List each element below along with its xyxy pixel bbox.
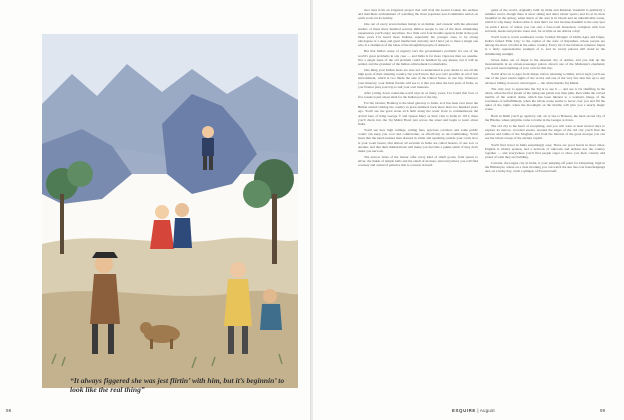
article-paragraph: The narrow lanes of the bazaar offer every kind of small goods, from spices to silver, the tinkle of temple bells and the smell of incense; and everywhere you will find courtesy and a kind of patience that is a lesson in itself. <box>358 155 478 168</box>
article-paragraph: shot rises from an irrigation project that will rival the Grand Coulee; the endless and matchless enchantment of watching the most populous non-Communist nation on earth work out its destiny. <box>358 8 478 21</box>
article-paragraph: You'll drive on to Agra from Jaipur, before returning to Delhi, and at Agra you'll see one of the great tourist sights of the world, and one of the very few that live up to any advance billing, however extravagant — the white marble Taj Mahal. <box>485 72 605 85</box>
right-page-number: 99 <box>600 408 606 413</box>
right-page-footer <box>452 408 495 413</box>
left-page <box>0 0 311 420</box>
article-paragraph: Calcutta, the largest city in India, is your jumping-off point for Darjeeling, high in the Himalayas, where on a clear morning you can watch the sun rise over Kanchenjunga and, on a lucky day, catch a glimpse of Everest itself. <box>485 161 605 174</box>
left-page-footer <box>6 408 11 413</box>
article-paragraph: For the traveler, Bombay is the ideal gateway to India, as it has been ever since the British started visiting the country in great numbers back more than two hundred years ago. You'll see the great stone arch built along the water front to commemorate the arrival here of King George V and Queen Mary as their visit to India in 1911; there you'll check into the Taj Mahal Hotel just across the street and begin to learn about India. <box>358 101 478 126</box>
article-paragraph: Back in Delhi you'll go again by rail, air or bus to Banaras, the most sacred city of the Hindus, where pilgrims come to bathe in the Ganges at dawn. <box>485 113 605 122</box>
left-page-number: 98 <box>6 408 12 413</box>
article-paragraph: The old city is the heart of everything, and you will want at least several days to explore its narrow, crowded streets. Around the edges of the old city you'll find the palaces and tombs of the Moghuls, and from the minaret of the great mosque you can see the whole sweep of the ancient capital. <box>485 123 605 141</box>
article-paragraph: One out of every seven human beings is an Indian, and consent with the educated leaders of these three hundred seventy million people is one of the most stimulating experiences you'll enjoy anywhere. In a little over four months spent in India in the past three years I've heard more Indians, especially the younger ones, to be strong ideologues of a deep and great intellectual curiosity and I have yet to meet a single one who is a champion of the ideas of the thoughtful people of America. <box>358 22 478 48</box>
article-column-one <box>358 8 478 410</box>
illustration-artwork <box>42 34 298 388</box>
illustration-caption: “It always figgered she was jest flirtin’ with him, but it’s beginnin’ to look like the real thing” <box>70 376 285 394</box>
article-paragraph: After jotting down round-the-world trips in as many years, I've found that four or five weeks is just about ideal for the Indian part of the trip. <box>358 90 478 99</box>
magazine-name: ESQUIRE <box>452 408 476 413</box>
cartoon-illustration <box>42 34 298 388</box>
issue-month: August <box>479 408 495 413</box>
article-paragraph: Seven miles out of Jaipur is the deserted city of Amber, and you ride up the mountainside in an eleven-passenger palace aboard one of the Maharaja's elephants; you won't need anything of your own for this trip. <box>485 57 605 71</box>
footer-separator: | <box>477 408 480 413</box>
article-paragraph: The only way to appreciate the Taj is to see it — and see it via shuffling in the dawn, when the first gleam of the rising sun paints red, then pink, then white the carved marble of the central dome, which has been likened to a woman's image of the loveliness of unfulfillment, when the whole scene seems to hover over you and fill the quiet of the night, when the moonlight on the marble will give you a nearly magic scene. <box>485 86 605 112</box>
article-paragraph: You'll want to travel southward on the 'Golden Triangle' of Delhi, Agra and Jaipur, India's famed 'Pink City,' is the capital of the state of Rajasthan, whose people are among the most colorful in the entire country. Every bit of the fabulous romance Jaipur is a fairly representative example of it, and its lovely palaces still stand in the shimmering sunlight. <box>485 34 605 56</box>
article-paragraph: gems of the world, originally built by India and Pakistan. Kashmir is primarily a summer resort, though there is snow skiing and other winter sports; and it's at its most beautiful in the spring, when much of the area is in bloom and an unbelievable scene, which is why many visitors miss it. And that's too bad because Kashmir is the only spot on earth I know of where you can rent a four-room houseboat, complete with four servants, meals and private water taxi, for as little as ten dollars a day! <box>485 8 605 33</box>
article-paragraph: You'll find travel in India surprisingly easy. There are good hotels in most cities, English is widely spoken, and a network of railroads and airlines ties the country together — and everywhere you'll find people eager to show you their country and proud of what they are building. <box>485 142 605 159</box>
article-paragraph: You'll see how high ceilings, ceiling fans, spacious corridors and some public rooms can keep you cool and comfortable, as effectively as air-conditioning. You'll learn that the hand-loomed man dressed in white and squatting outside your room door is your room bearer, that almost all servants in India are called bearers of one sort or another, and that their ministrations will make you feel like a pukka sahib, if they don't make you nervous. <box>358 128 478 153</box>
article-paragraph: One thing your Indian hosts are sure not to understand is your desire to see all the high spots of their amazing country, but you'll know that you can't possibly do all of this subcontinent, which is two thirds the size of the United States, in one trip. Whatever your itinerary, your Indian friends will see to it that you miss the best parts of India, so you'd better plan your trip to suit your own interests. <box>358 68 478 89</box>
article-column-two <box>485 8 605 410</box>
article-paragraph: But that India's sense of urgency isn't the government's problem: it's one of the world's great problems in any case — and India is far more vigorous than we assume. Not a single issue of the old problem could be handled by any means, but it will be settled, and the grandeur of the Indian achievement is remarkable. <box>358 49 478 66</box>
